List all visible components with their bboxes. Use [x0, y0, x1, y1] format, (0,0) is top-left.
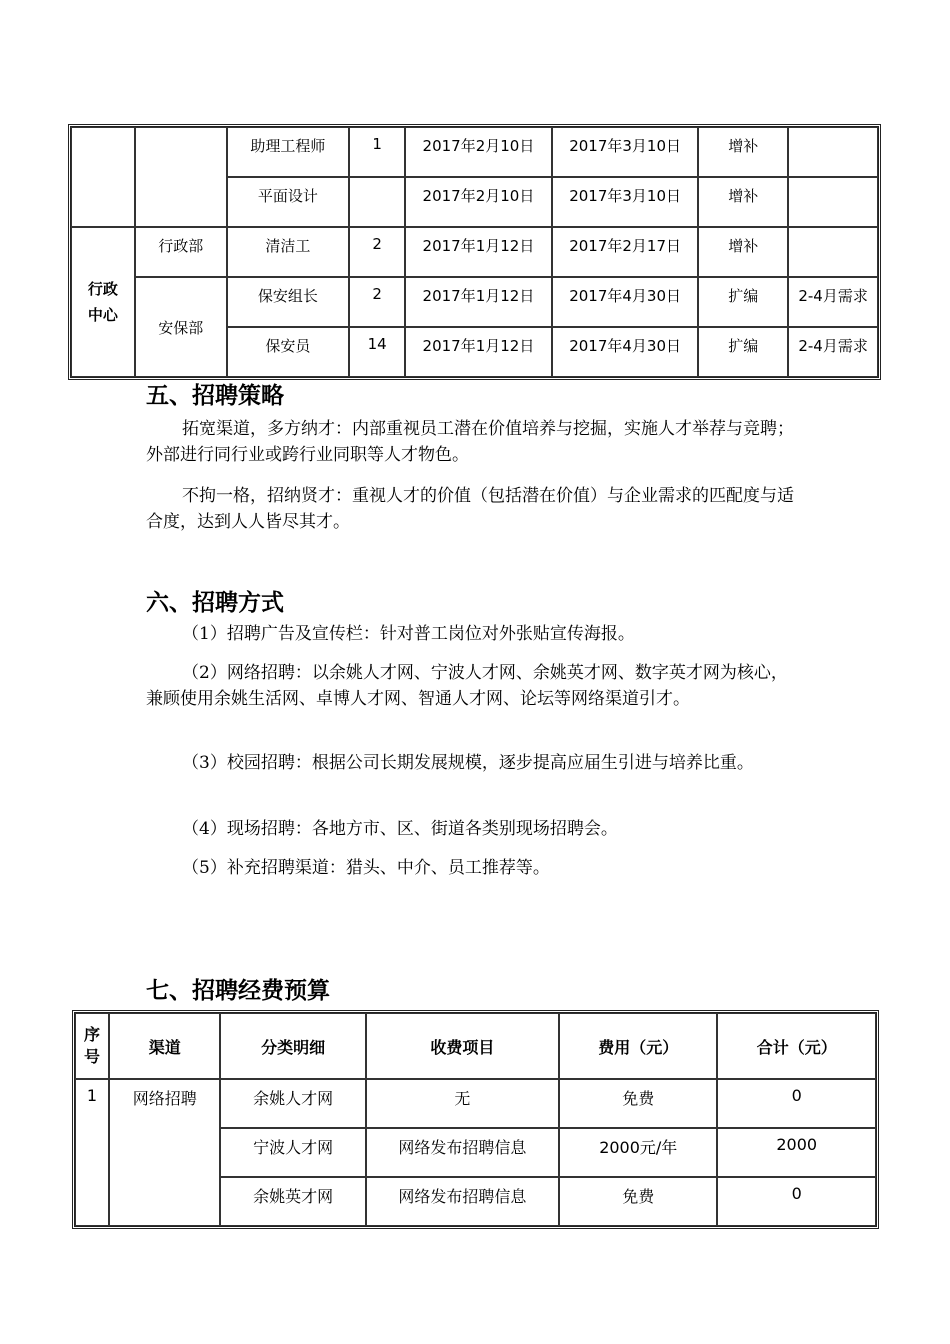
end-date-cell: 2017年4月30日: [552, 277, 699, 327]
paragraph: 不拘一格，招纳贤才：重视人才的价值（包括潜在价值）与企业需求的匹配度与适合度，达到人人皆尽其才。: [146, 486, 794, 532]
center-cell: 行政 中心: [71, 227, 135, 377]
list-item: （5）补充招聘渠道：猎头、中介、员工推荐等。: [182, 858, 550, 878]
column-header: 费用（元）: [559, 1013, 717, 1079]
note-cell: [788, 177, 878, 227]
detail-cell: 余姚英才网: [220, 1177, 365, 1226]
column-header: 分类明细: [220, 1013, 365, 1079]
budget-table: [72, 1010, 879, 1229]
dept-cell: 行政部: [135, 227, 227, 277]
column-header: 收费项目: [366, 1013, 559, 1079]
position-cell: 清洁工: [227, 227, 350, 277]
table-row: [71, 277, 878, 327]
table-row: [71, 227, 878, 277]
detail-cell: 余姚人才网: [220, 1079, 365, 1128]
table-row: [75, 1079, 876, 1128]
position-cell: 保安员: [227, 327, 350, 377]
position-cell: 保安组长: [227, 277, 350, 327]
count-cell: [349, 177, 405, 227]
column-header: 序号: [75, 1013, 109, 1079]
channel-cell: 网络招聘: [109, 1079, 221, 1226]
table-header-row: [75, 1013, 876, 1079]
center-cell-empty: [71, 127, 135, 227]
fee-cell: 免费: [559, 1079, 717, 1128]
detail-cell: 宁波人才网: [220, 1128, 365, 1177]
fee-cell: 2000元/年: [559, 1128, 717, 1177]
total-cell: 0: [717, 1177, 876, 1226]
type-cell: 增补: [698, 127, 788, 177]
column-header: 合计（元）: [717, 1013, 876, 1079]
list-item: （2）网络招聘：以余姚人才网、宁波人才网、余姚英才网、数字英才网为核心，兼顾使用余姚生活网、卓博人才网、智通人才网、论坛等网络渠道引才。: [146, 663, 788, 709]
count-cell: 2: [349, 227, 405, 277]
end-date-cell: 2017年3月10日: [552, 127, 699, 177]
count-cell: 2: [349, 277, 405, 327]
position-cell: 助理工程师: [227, 127, 350, 177]
total-cell: 0: [717, 1079, 876, 1128]
list-item: （4）现场招聘：各地方市、区、街道各类别现场招聘会。: [182, 819, 618, 839]
start-date-cell: 2017年1月12日: [405, 277, 552, 327]
fee-cell: 免费: [559, 1177, 717, 1226]
fee-item-cell: 网络发布招聘信息: [366, 1128, 559, 1177]
count-cell: 1: [349, 127, 405, 177]
type-cell: 增补: [698, 227, 788, 277]
column-header: 渠道: [109, 1013, 221, 1079]
end-date-cell: 2017年2月17日: [552, 227, 699, 277]
type-cell: 扩编: [698, 327, 788, 377]
section-heading: 七、招聘经费预算: [146, 978, 330, 1004]
list-item: （3）校园招聘：根据公司长期发展规模，逐步提高应届生引进与培养比重。: [182, 753, 754, 773]
section-heading: 五、招聘策略: [146, 383, 284, 409]
note-cell: [788, 127, 878, 177]
fee-item-cell: 无: [366, 1079, 559, 1128]
index-cell: 1: [75, 1079, 109, 1226]
end-date-cell: 2017年3月10日: [552, 177, 699, 227]
start-date-cell: 2017年1月12日: [405, 227, 552, 277]
recruitment-plan-table: [68, 124, 881, 380]
type-cell: 增补: [698, 177, 788, 227]
dept-cell-empty: [135, 127, 227, 227]
section-heading: 六、招聘方式: [146, 590, 284, 616]
list-item: （1）招聘广告及宣传栏：针对普工岗位对外张贴宣传海报。: [182, 624, 635, 644]
dept-cell: 安保部: [135, 277, 227, 377]
note-cell: 2-4月需求: [788, 277, 878, 327]
start-date-cell: 2017年2月10日: [405, 127, 552, 177]
position-cell: 平面设计: [227, 177, 350, 227]
paragraph: 拓宽渠道，多方纳才：内部重视员工潜在价值培养与挖掘，实施人才举荐与竞聘；外部进行同行业或跨行业同职等人才物色。: [146, 419, 794, 465]
type-cell: 扩编: [698, 277, 788, 327]
start-date-cell: 2017年1月12日: [405, 327, 552, 377]
end-date-cell: 2017年4月30日: [552, 327, 699, 377]
table-row: [71, 127, 878, 177]
total-cell: 2000: [717, 1128, 876, 1177]
start-date-cell: 2017年2月10日: [405, 177, 552, 227]
note-cell: [788, 227, 878, 277]
fee-item-cell: 网络发布招聘信息: [366, 1177, 559, 1226]
note-cell: 2-4月需求: [788, 327, 878, 377]
count-cell: 14: [349, 327, 405, 377]
